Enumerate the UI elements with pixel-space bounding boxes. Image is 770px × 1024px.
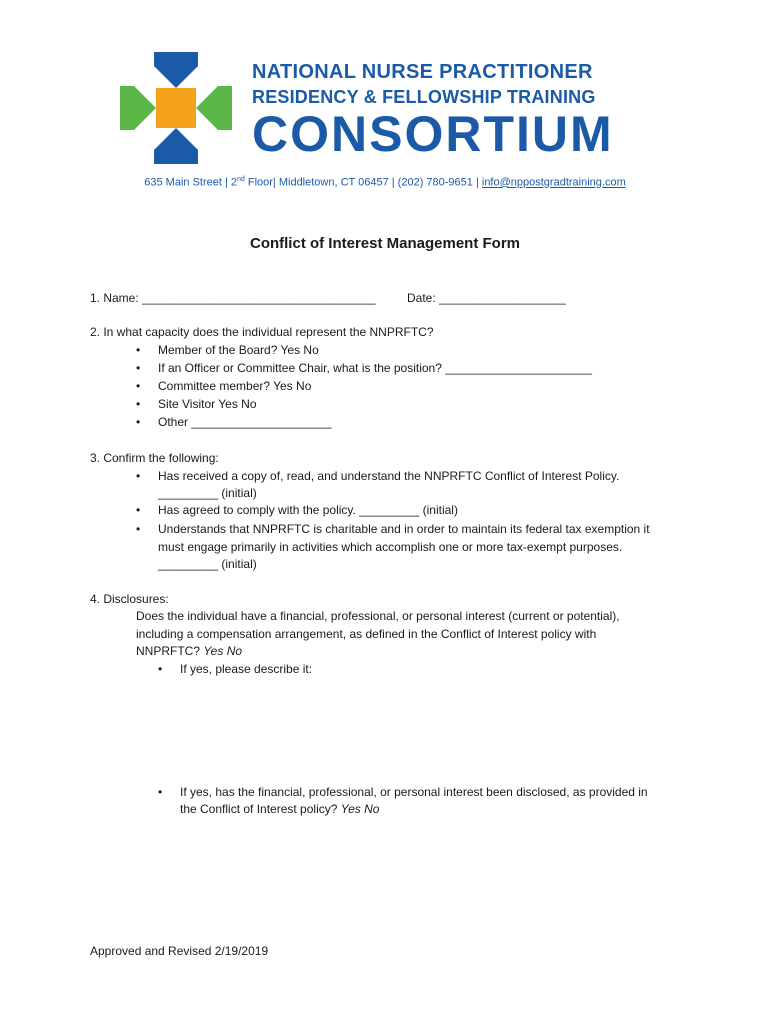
disclosure-paragraph: Does the individual have a financial, professional, or personal interest (current or potential),: [136, 609, 620, 623]
org-name-consortium: CONSORTIUM: [252, 106, 614, 162]
bullet-icon: •: [136, 343, 141, 357]
bullet-icon: •: [136, 361, 141, 375]
disclosed-prompt-cont: the Conflict of Interest policy? Yes No: [180, 802, 380, 816]
bullet-icon: •: [158, 662, 163, 676]
yes-no-options[interactable]: Yes No: [340, 802, 380, 816]
disclosure-paragraph: NNPRFTC? Yes No: [136, 644, 243, 658]
bullet-icon: •: [136, 397, 141, 411]
list-item: Site Visitor Yes No: [158, 397, 257, 411]
address-line: 635 Main Street | 2nd Floor| Middletown, CT 06457 | (202) 780-9651 | info@nppostgradtraining.com: [144, 176, 626, 189]
bullet-icon: •: [136, 415, 141, 429]
initial-field[interactable]: _________ (initial): [158, 557, 257, 571]
confirm-item-policy-received: Has received a copy of, read, and understand the NNPRFTC Conflict of Interest Policy.: [158, 469, 620, 483]
confirm-item-charitable: Understands that NNPRFTC is charitable and in order to maintain its federal tax exemption it: [158, 522, 650, 536]
org-name-line1: NATIONAL NURSE PRACTITIONER: [252, 61, 593, 83]
describe-prompt: If yes, please describe it:: [180, 662, 313, 676]
confirm-item-comply: Has agreed to comply with the policy. _________ (initial): [158, 503, 458, 517]
form-title: Conflict of Interest Management Form: [249, 235, 521, 252]
name-field[interactable]: 1. Name: ___________________________________: [90, 291, 376, 305]
footer-revision: Approved and Revised 2/19/2019: [90, 944, 269, 958]
bullet-icon: •: [158, 785, 163, 799]
q3-prompt: 3. Confirm the following:: [90, 451, 219, 465]
email-link[interactable]: info@nppostgradtraining.com: [481, 176, 626, 189]
org-name-line2: RESIDENCY & FELLOWSHIP TRAINING: [252, 87, 596, 107]
bullet-icon: •: [136, 469, 141, 483]
q2-prompt: 2. In what capacity does the individual represent the NNPRFTC?: [90, 325, 434, 339]
list-item: Member of the Board? Yes No: [158, 343, 319, 357]
list-item: Other _____________________: [158, 415, 332, 429]
list-item: If an Officer or Committee Chair, what is the position? ______________________: [158, 361, 593, 375]
consortium-logo-icon: [120, 52, 232, 164]
yes-no-options[interactable]: Yes No: [203, 644, 243, 658]
bullet-icon: •: [136, 379, 141, 393]
list-item: Committee member? Yes No: [158, 379, 312, 393]
initial-field[interactable]: _________ (initial): [158, 486, 257, 500]
confirm-item-charitable-cont: must engage primarily in activities which accomplish one or more tax-exempt purposes.: [158, 540, 623, 554]
bullet-icon: •: [136, 503, 141, 517]
bullet-icon: •: [136, 522, 141, 536]
date-field[interactable]: Date: ___________________: [407, 291, 566, 305]
q4-prompt: 4. Disclosures:: [90, 592, 169, 606]
disclosed-prompt: If yes, has the financial, professional, or personal interest been disclosed, as provided in: [180, 785, 648, 799]
disclosure-paragraph: including a compensation arrangement, as defined in the Conflict of Interest policy with: [136, 627, 597, 641]
